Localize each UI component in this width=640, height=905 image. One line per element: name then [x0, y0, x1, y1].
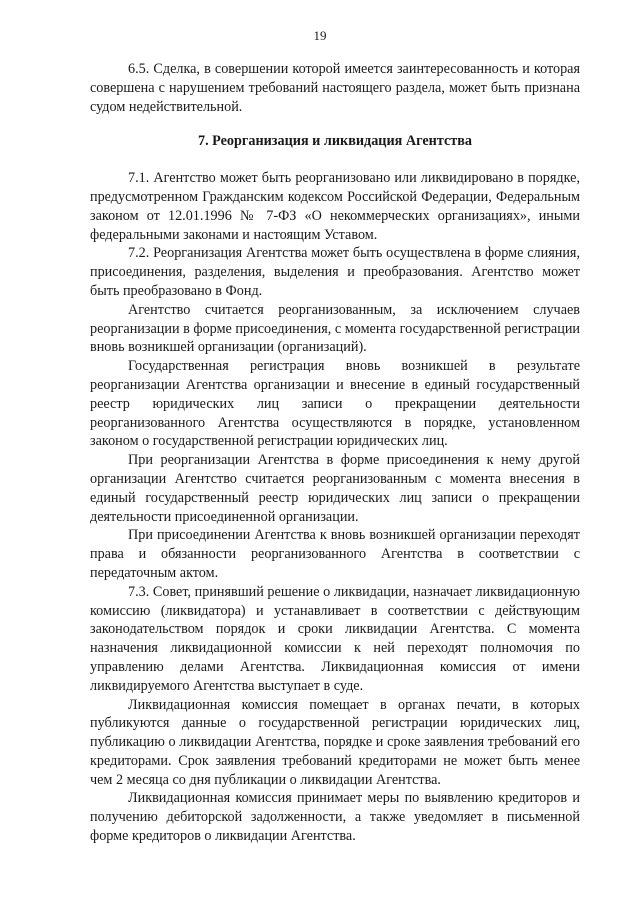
section-heading: 7. Реорганизация и ликвидация Агентства: [197, 133, 473, 150]
paragraph-accession: При реорганизации Агентства в форме присоединения к нему другой организации Агентство считается реорганизованным с момента внесения в единый государственный реестр юридических лиц записи о прекращении деятельности присоединенной организации.: [90, 452, 580, 525]
page-number: 19: [313, 28, 327, 43]
paragraph-7-2: 7.2. Реорганизация Агентства может быть осуществлена в форме слияния, присоединения, разделения, выделения и преобразования. Агентство может быть преобразовано в Фонд.: [90, 245, 580, 299]
paragraph-creditors: Ликвидационная комиссия принимает меры по выявлению кредиторов и получению дебиторской задолженности, а также уведомляет в письменной форме кредиторов о ликвидации Агентства.: [90, 790, 580, 845]
paragraph-state-registration: Государственная регистрация вновь возникшей в результате реорганизации Агентства организации и внесение в единый государственный реестр юридических лиц записи о прекращении деятельности реорганизованного Агентства осуществляются в порядке, установленном законом о государственной регистрации юридических лиц.: [90, 358, 580, 450]
paragraph-6-5: 6.5. Сделка, в совершении которой имеется заинтересованность и которая совершена с нарушением требований настоящего раздела, может быть признана судом недействительной.: [90, 61, 580, 115]
paragraph-7-3: 7.3. Совет, принявший решение о ликвидации, назначает ликвидационную комиссию (ликвидатора) и устанавливает в соответствии с действующим законодательством порядок и сроки ликвидации Агентства. С момента назначения ликвидационной комиссии к ней переходят полномочия по управлению делами Агентства. Ликвидационная комиссия от имени ликвидируемого Агентства выступает в суде.: [90, 583, 580, 694]
paragraph-7-1: 7.1. Агентство может быть реорганизовано или ликвидировано в порядке, предусмотренном Гражданским кодексом Российской Федерации, Федеральным законом от 12.01.1996 № 7-ФЗ «О некоммерческих организациях», иными федеральными законами и настоящим Уставом.: [90, 170, 580, 243]
document-body: [90, 60, 580, 846]
paragraph-liquidation-publication: Ликвидационная комиссия помещает в органах печати, в которых публикуются данные о государственной регистрации юридических лиц, публикацию о ликвидации Агентства, порядке и сроке заявления требований его кредиторами. Срок заявления требований кредиторами не может быть менее чем 2 месяца со дня публикации о ликвидации Агентства.: [90, 696, 580, 788]
paragraph-reorganized-moment: Агентство считается реорганизованным, за исключением случаев реорганизации в форме присоединения, с момента государственной регистрации вновь возникшей организации (организаций).: [90, 301, 580, 356]
paragraph-transfer-act: При присоединении Агентства к вновь возникшей организации переходят права и обязанности реорганизованного Агентства в соответствии с передаточным актом.: [90, 527, 580, 581]
